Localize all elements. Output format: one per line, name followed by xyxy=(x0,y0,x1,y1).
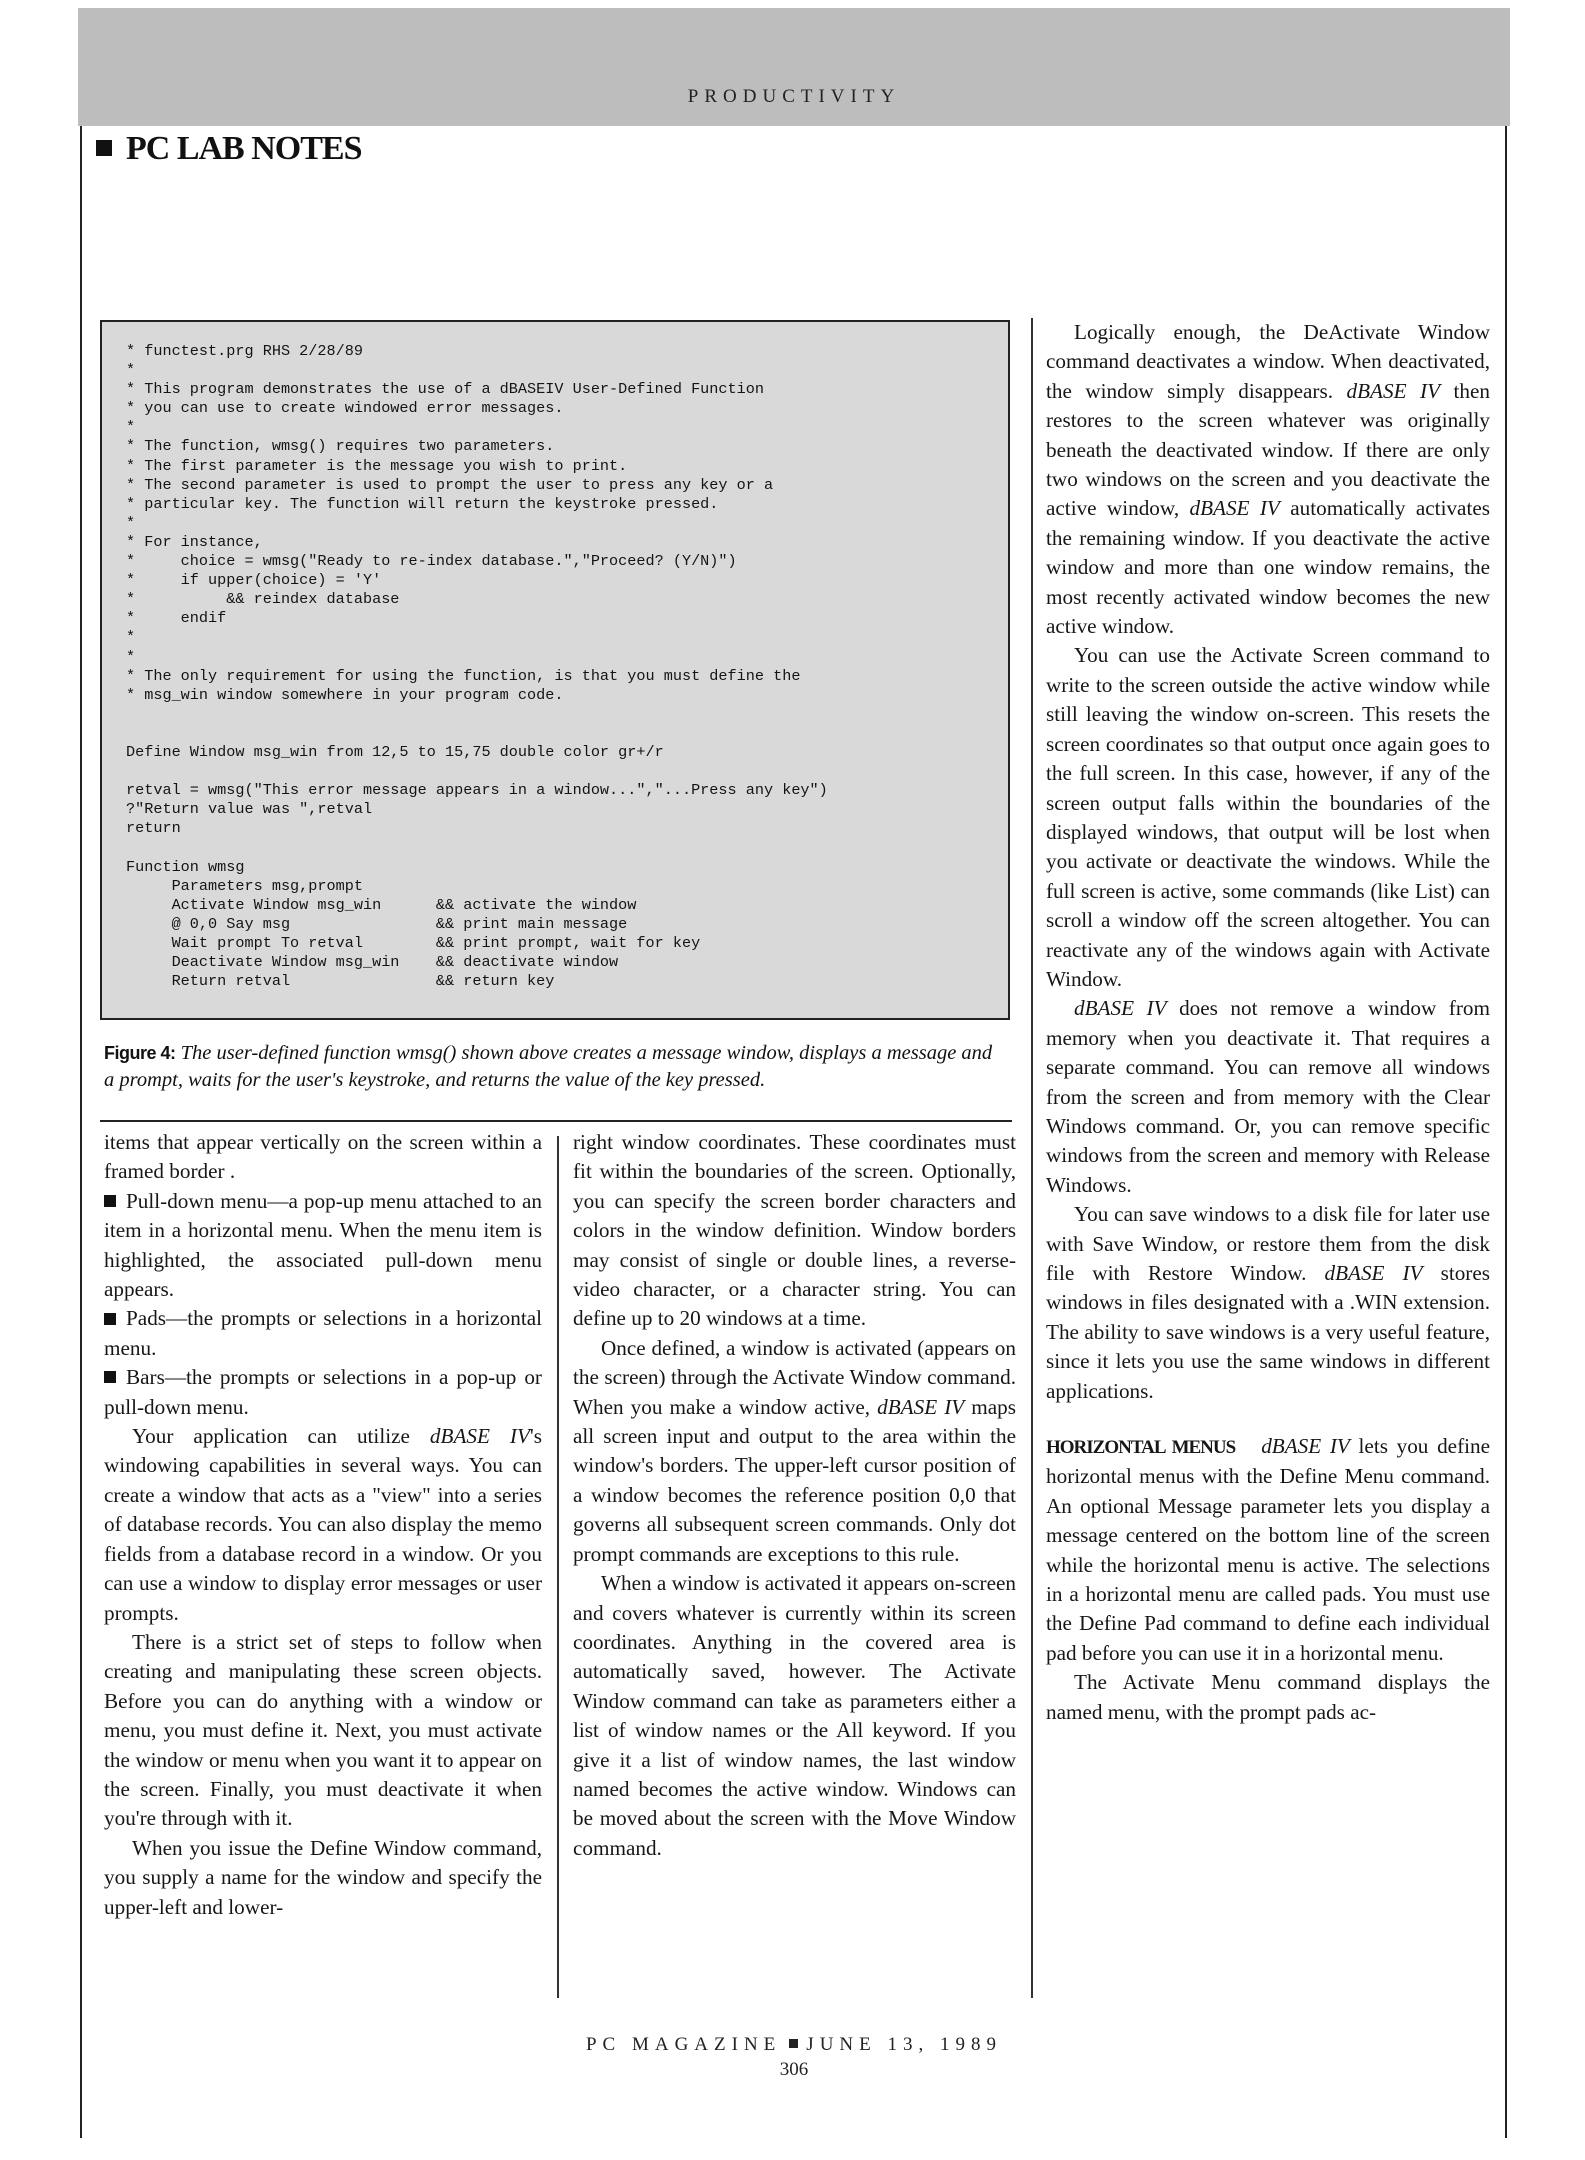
column-divider-1 xyxy=(557,1136,559,1998)
paragraph: You can use the Activate Screen command to write to the screen outside the active window while still leaving the window on-screen. This resets the screen coordinates so that output once again goes to the full screen. In this case, however, if any of the screen output falls within the boundaries of the displayed windows, that output will be lost when you activate or deactivate the windows. While the full screen is active, some commands (like List) can scroll a window off the screen altogether. You can reactivate any of the windows again with Activate Window. xyxy=(1046,643,1490,991)
square-bullet-icon xyxy=(104,1195,116,1207)
text-run: Logically enough, the DeActivate Window command deactivates a window. When deactivated, the window simply disappears. xyxy=(1046,320,1490,403)
page-footer xyxy=(78,2034,1510,2056)
text-run: 's windowing capabilities in several ways. You can create a window that acts as a "view" into a series of database records. You can also display the memo fields from a database record in a window. Or you can use a window to display error messages or user prompts. xyxy=(104,1424,542,1625)
paragraph xyxy=(1046,1200,1490,1406)
column-title-text: PC LAB NOTES xyxy=(126,130,362,167)
product-name: dBASE IV xyxy=(1324,1261,1423,1285)
publication-name: PC MAGAZINE xyxy=(585,2034,782,2055)
product-name: dBASE IV xyxy=(1074,996,1167,1021)
paragraph xyxy=(1046,994,1490,1200)
paragraph: When a window is activated it appears on-screen and covers whatever is currently within its screen coordinates. Anything in the covered area is automatically saved, however. The Activate Window command can take as parameters either a list of window names or the All keyword. If you give it a list of window names, the last window named becomes the active window. Windows can be moved about the screen with the Move Window command. xyxy=(573,1571,1016,1860)
bullet-text: Pull-down menu—a pop-up menu attached to an item in a horizontal menu. When the menu item is highlighted, the associated pull-down menu appears. xyxy=(104,1188,542,1302)
paragraph: The Activate Menu command displays the named menu, with the prompt pads ac- xyxy=(1046,1670,1490,1724)
square-bullet-icon xyxy=(789,2039,798,2048)
spacer xyxy=(1046,1406,1490,1432)
column-divider-2 xyxy=(1031,318,1033,1998)
bullet-item xyxy=(104,1363,542,1422)
bullet-item xyxy=(104,1304,542,1363)
subhead: HORIZONTAL MENUS xyxy=(1046,1437,1236,1459)
code-text: * functest.prg RHS 2/28/89 * * This program demonstrates the use of a dBASEIV User-Defined Function * you can use to create windowed error messages. * * The function, wmsg() requires two parameters. * The first parameter is the message you wish to print. * The second parameter is used to prompt the user to press any key or a * particular key. The function will return the keystroke pressed. * * For instance, * choice = wmsg("Ready to re-index database.","Proceed? (Y/N)") * if upper(choice) = 'Y' * && reindex database * endif * * * The only requirement for using the function, is that you must define the * msg_win window somewhere in your program code. Define Window msg_win from 12,5 to 15,75 double color gr+/r retval = wmsg("This error message appears in a window...","...Press any key") ?"Return value was ",retval return Function wmsg Parameters msg,prompt Activate Window msg_win && activate the window @ 0,0 Say msg && print main message Wait prompt To retval && print prompt, wait for key Deactivate Window msg_win && deactivate window Return retval && return key xyxy=(126,342,828,991)
product-name: dBASE IV xyxy=(1261,1434,1350,1459)
frame-right-rule xyxy=(1505,126,1507,2138)
frame-left-rule xyxy=(80,126,82,2138)
caption-text: The user-defined function wmsg() shown above creates a message window, displays a message and a prompt, waits for the user's keystroke, and returns the value of the key pressed. xyxy=(104,1042,993,1091)
product-name: dBASE IV xyxy=(429,1424,530,1449)
figure-code-listing xyxy=(100,320,1010,1020)
text-column-2 xyxy=(573,1128,1016,1863)
text-run: You can save windows to a disk file for later use with Save Window, or restore them from the disk file with Restore Window. xyxy=(1046,1202,1490,1285)
text-run: lets you define horizontal menus with the Define Menu command. An optional Message parameter lets you display a message centered on the bottom line of the screen while the horizontal menu is active. The selections in a horizontal menu are called pads. You must use the Define Pad command to define each individual pad before you can use it in a horizontal menu. xyxy=(1046,1434,1491,1665)
paragraph xyxy=(1046,318,1490,641)
bullet-item xyxy=(104,1187,542,1305)
product-name: dBASE IV xyxy=(1189,496,1280,521)
square-bullet-icon xyxy=(104,1313,116,1325)
column-title xyxy=(96,130,362,168)
square-bullet-icon xyxy=(96,140,112,156)
page-number: 306 xyxy=(779,2059,809,2080)
paragraph xyxy=(1046,1432,1490,1668)
paragraph xyxy=(104,1422,542,1628)
bullet-text: Pads—the prompts or selections in a horizontal menu. xyxy=(104,1306,542,1360)
paragraph xyxy=(573,1334,1016,1569)
figure-caption xyxy=(104,1040,1004,1094)
text-run: maps all screen input and output to the area within the window's borders. The upper-left cursor position of a window becomes the reference position 0,0 that governs all subsequent screen commands. Only dot prompt commands are exceptions to this rule. xyxy=(573,1394,1016,1566)
caption-rule xyxy=(100,1120,1012,1122)
text-run: does not remove a window from memory when you deactivate it. That requires a separate command. You can remove all windows from the screen and from memory with the Clear Windows command. Or, you can remove specific windows from the screen and memory with Release Windows. xyxy=(1046,996,1490,1197)
product-name: dBASE IV xyxy=(877,1394,965,1419)
section-label: PRODUCTIVITY xyxy=(687,86,901,107)
header-band xyxy=(78,8,1510,126)
text-run: then restores to the screen whatever was originally beneath the deactivated window. If there are only two windows on the screen and you deactivate the active window, xyxy=(1046,378,1490,521)
text-run: stores windows in files designated with a .WIN extension. The ability to save windows is a very useful feature, since it lets you use the same windows in different applications. xyxy=(1046,1261,1491,1403)
text-column-3 xyxy=(1046,318,1490,1727)
paragraph: When you issue the Define Window command, you supply a name for the window and specify the upper-left and lower- xyxy=(104,1835,542,1919)
square-bullet-icon xyxy=(104,1371,116,1383)
product-name: dBASE IV xyxy=(1346,378,1441,403)
issue-date: JUNE 13, 1989 xyxy=(806,2034,1002,2055)
bullet-text: Bars—the prompts or selections in a pop-up or pull-down menu. xyxy=(104,1365,542,1419)
text-run: Once defined, a window is activated (appears on the screen) through the Activate Window command. When you make a window active, xyxy=(573,1335,1016,1419)
paragraph: items that appear vertically on the screen within a framed border . xyxy=(104,1130,542,1184)
text-column-1 xyxy=(104,1128,542,1922)
text-run: Your application can utilize xyxy=(132,1424,430,1449)
text-run: automatically activates the remaining window. If you deactivate the active window and more than one window remains, the most recently activated window becomes the new active window. xyxy=(1046,496,1490,639)
paragraph: right window coordinates. These coordinates must fit within the boundaries of the screen. Optionally, you can specify the screen border characters and colors in the window definition. Window borders may consist of single or double lines, a reverse-video character, or a character string. You can define up to 20 windows at a time. xyxy=(573,1130,1016,1331)
caption-label: Figure 4: xyxy=(104,1043,176,1063)
paragraph: There is a strict set of steps to follow when creating and manipulating these screen objects. Before you can do anything with a window or menu, you must define it. Next, you must activate the window or menu when you want it to appear on the screen. Finally, you must deactivate it when you're through with it. xyxy=(104,1629,542,1831)
